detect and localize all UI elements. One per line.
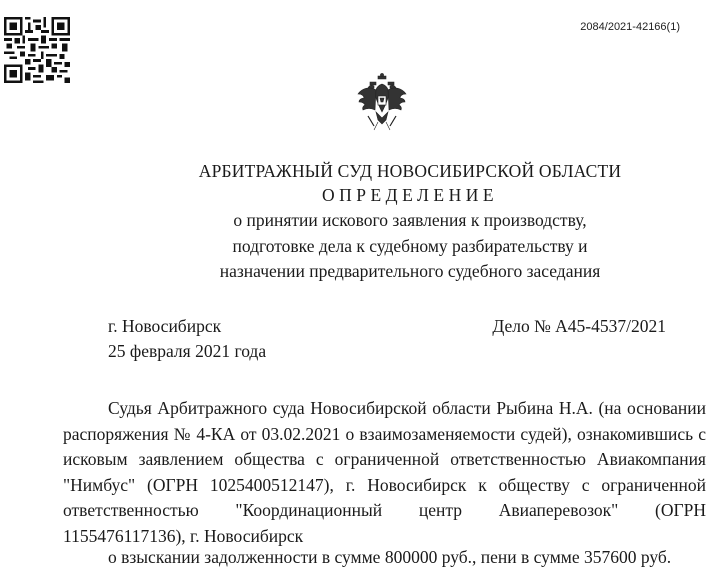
body-line: 1155476117136), г. Новосибирск: [63, 525, 304, 546]
court-title: АРБИТРАЖНЫЙ СУД НОВОСИБИРСКОЙ ОБЛАСТИ: [198, 161, 622, 181]
city: г. Новосибирск: [108, 316, 222, 336]
body-line: исковым заявлением общества с ограниченной ответственностью Авиакомпания: [63, 449, 706, 470]
body-line: распоряжения № 4-КА от 03.02.2021 о взаимозаменяемости судей), ознакомившись с: [63, 423, 706, 444]
body-line: Судья Арбитражного суда Новосибирской области Рыбина Н.А. (на основании: [108, 398, 706, 418]
body-line: "Нимбус" (ОГРН 1025400512147), г. Новосибирск к обществу с ограниченной: [63, 474, 706, 495]
claim-line: о взыскании задолженности в сумме 800000 руб., пени в сумме 357600 руб.: [108, 547, 672, 567]
russian-coat-of-arms-icon: [356, 72, 408, 134]
subtitle-line: назначении предварительного судебного заседания: [219, 261, 601, 281]
subtitle-line: о принятии искового заявления к производству,: [233, 210, 587, 230]
document-date: 25 февраля 2021 года: [108, 341, 267, 361]
case-number: Дело № А45-4537/2021: [492, 316, 666, 336]
qr-code-icon: [4, 16, 70, 84]
body-paragraph: [63, 396, 706, 550]
document-type-heading: ОПРЕДЕЛЕНИЕ: [321, 185, 499, 205]
body-line: ответственностью "Координационный центр Авиаперевозок" (ОГРН: [63, 500, 706, 521]
subtitle-line: подготовке дела к судебному разбирательству и: [232, 236, 588, 256]
document-number: 2084/2021-42166(1): [580, 21, 680, 33]
